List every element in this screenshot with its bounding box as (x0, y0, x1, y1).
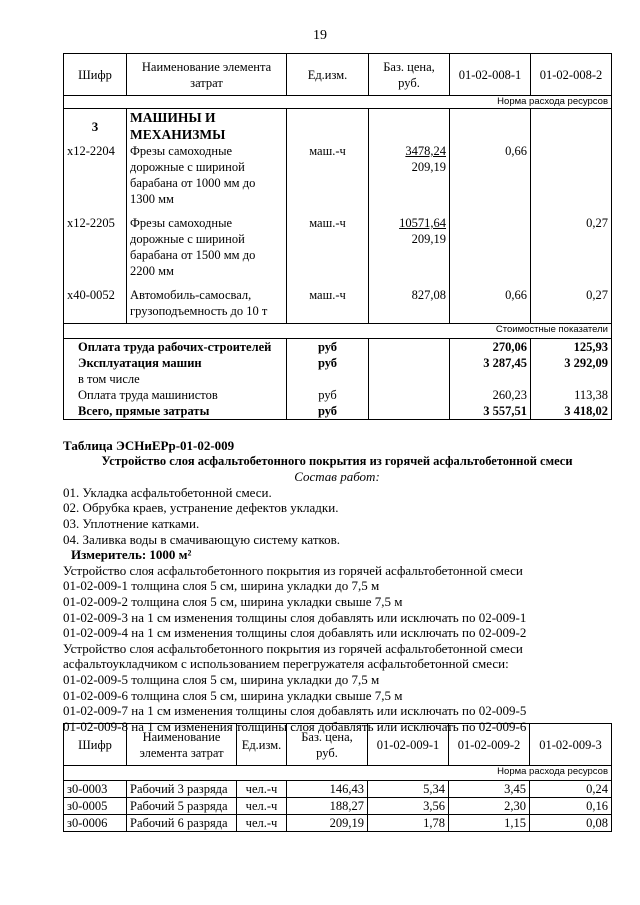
row-code: з0-0003 (64, 781, 127, 798)
cost-unit: руб (287, 355, 369, 371)
price-machine: 10571,64 (399, 216, 446, 230)
table-title: Таблица ЭСНиЕРр-01-02-009 (63, 438, 235, 453)
col-header-code: Шифр (64, 724, 127, 766)
row-norm-1: 5,34 (368, 781, 449, 798)
row-norm-2: 3,45 (449, 781, 530, 798)
row-unit: маш.-ч (287, 287, 369, 323)
resources-table-009 (63, 723, 612, 832)
table-row (64, 287, 612, 323)
row-norm-1 (450, 215, 531, 287)
cost-value-2: 3 418,02 (531, 403, 612, 420)
cost-value-1: 270,06 (450, 338, 531, 355)
row-norm-3: 0,08 (530, 815, 612, 832)
work-item: 02. Обрубка краев, устранение дефектов укладки. (63, 500, 339, 516)
cost-row (64, 355, 612, 371)
cost-row (64, 371, 612, 387)
work-item: 03. Уплотнение катками. (63, 515, 200, 531)
desc-line: 01-02-009-6 толщина слоя 5 см, ширина укладки свыше 7,5 м (63, 687, 403, 703)
row-norm-2 (531, 143, 612, 215)
table-header-row (64, 724, 612, 766)
section-code: 3 (64, 109, 127, 144)
cost-name: Всего, прямые затраты (64, 403, 287, 420)
row-code: х40-0052 (64, 287, 127, 323)
row-norm-2: 1,15 (449, 815, 530, 832)
row-price: 146,43 (287, 781, 368, 798)
desc-line: 01-02-009-4 на 1 см изменения толщины слоя добавлять или исключать по 02-009-2 (63, 625, 527, 641)
row-price (369, 215, 450, 287)
row-norm-3: 0,16 (530, 798, 612, 815)
row-price: 827,08 (369, 287, 450, 323)
col-header-unit: Ед.изм. (287, 54, 369, 96)
col-header-name: Наименование элемента затрат (127, 54, 287, 96)
cost-subheader: Стоимостные показатели (64, 323, 612, 338)
work-item: 04. Заливка воды в смачивающую систему катков. (63, 531, 341, 547)
cost-row (64, 403, 612, 420)
works-title: Состав работ: (294, 469, 380, 485)
cost-value-2: 113,38 (531, 387, 612, 403)
price-operator: 209,19 (411, 232, 446, 246)
desc-line: 01-02-009-8 на 1 см изменения толщины слоя добавлять или исключать по 02-009-6 (63, 718, 527, 734)
cost-value-1: 3 287,45 (450, 355, 531, 371)
desc-line: 01-02-009-1 толщина слоя 5 см, ширина укладки до 7,5 м (63, 578, 380, 594)
cost-value-1: 3 557,51 (450, 403, 531, 420)
row-unit: чел.-ч (237, 815, 287, 832)
resources-table-008 (63, 53, 612, 420)
col-header-price: Баз. цена, руб. (287, 724, 368, 766)
cost-value-2: 3 292,09 (531, 355, 612, 371)
table-row (64, 798, 612, 815)
cost-unit: руб (287, 387, 369, 403)
work-item: 01. Укладка асфальтобетонной смеси. (63, 484, 272, 500)
section-row (64, 109, 612, 144)
meter: Измеритель: 1000 м² (71, 547, 192, 563)
row-code: з0-0006 (64, 815, 127, 832)
row-name: Рабочий 3 разряда (127, 781, 237, 798)
col-header-norm-2: 01-02-008-2 (531, 54, 612, 96)
cost-unit: руб (287, 338, 369, 355)
desc-line: 01-02-009-2 толщина слоя 5 см, ширина укладки свыше 7,5 м (63, 593, 403, 609)
section-heading: Устройство слоя асфальтобетонного покрытия из горячей асфальтобетонной смеси (101, 453, 573, 468)
row-name: Рабочий 6 разряда (127, 815, 237, 832)
col-header-norm-1: 01-02-009-1 (368, 724, 449, 766)
row-norm-1: 1,78 (368, 815, 449, 832)
col-header-unit: Ед.изм. (237, 724, 287, 766)
row-unit: чел.-ч (237, 798, 287, 815)
row-norm-1: 0,66 (450, 287, 531, 323)
row-unit: маш.-ч (287, 215, 369, 287)
col-header-norm-3: 01-02-009-3 (530, 724, 612, 766)
row-norm-2: 0,27 (531, 215, 612, 287)
page-number: 19 (313, 28, 327, 43)
table-row (64, 815, 612, 832)
col-header-norm-1: 01-02-008-1 (450, 54, 531, 96)
row-code: х12-2205 (64, 215, 127, 287)
row-norm-1: 0,66 (450, 143, 531, 215)
row-norm-1: 3,56 (368, 798, 449, 815)
row-norm-2: 2,30 (449, 798, 530, 815)
desc-line: Устройство слоя асфальтобетонного покрытия из горячей асфальтобетонной смеси (63, 640, 523, 656)
row-name: Рабочий 5 разряда (127, 798, 237, 815)
section-title: МАШИНЫ И МЕХАНИЗМЫ (127, 109, 287, 144)
table-header-row (64, 54, 612, 96)
cost-name: Оплата труда рабочих-строителей (64, 338, 287, 355)
row-name: Фрезы самоходные дорожные с шириной барабана от 1000 мм до 1300 мм (127, 143, 287, 215)
row-unit: маш.-ч (287, 143, 369, 215)
row-unit: чел.-ч (237, 781, 287, 798)
desc-line: 01-02-009-3 на 1 см изменения толщины слоя добавлять или исключать по 02-009-1 (63, 609, 527, 625)
row-price: 209,19 (287, 815, 368, 832)
norm-subheader: Норма расхода ресурсов (64, 766, 612, 781)
row-code: з0-0005 (64, 798, 127, 815)
col-header-name: Наименование элемента затрат (127, 724, 237, 766)
row-norm-2: 0,27 (531, 287, 612, 323)
col-header-norm-2: 01-02-009-2 (449, 724, 530, 766)
cost-row (64, 387, 612, 403)
desc-line: 01-02-009-7 на 1 см изменения толщины слоя добавлять или исключать по 02-009-5 (63, 703, 527, 719)
cost-value-2: 125,93 (531, 338, 612, 355)
cost-name: в том числе (64, 371, 287, 387)
row-norm-3: 0,24 (530, 781, 612, 798)
norm-subheader-row (64, 96, 612, 109)
table-row (64, 781, 612, 798)
col-header-code: Шифр (64, 54, 127, 96)
price-machine: 3478,24 (405, 144, 446, 158)
cost-row (64, 338, 612, 355)
desc-line: 01-02-009-5 толщина слоя 5 см, ширина укладки до 7,5 м (63, 671, 380, 687)
norm-subheader-row (64, 766, 612, 781)
row-price (369, 143, 450, 215)
price-operator: 209,19 (411, 160, 446, 174)
row-name: Фрезы самоходные дорожные с шириной барабана от 1500 мм до 2200 мм (127, 215, 287, 287)
col-header-price: Баз. цена, руб. (369, 54, 450, 96)
table-row (64, 215, 612, 287)
row-price: 188,27 (287, 798, 368, 815)
desc-line: асфальтоукладчиком с использованием перегружателя асфальтобетонной смеси: (63, 656, 509, 672)
cost-name: Эксплуатация машин (64, 355, 287, 371)
desc-line: Устройство слоя асфальтобетонного покрытия из горячей асфальтобетонной смеси (63, 562, 523, 578)
row-code: х12-2204 (64, 143, 127, 215)
cost-name: Оплата труда машинистов (64, 387, 287, 403)
cost-subheader-row (64, 323, 612, 338)
row-name: Автомобиль-самосвал, грузоподъемность до 10 т (127, 287, 287, 323)
section-2-text (63, 438, 623, 734)
norm-subheader: Норма расхода ресурсов (64, 96, 612, 109)
cost-value-1: 260,23 (450, 387, 531, 403)
cost-unit: руб (287, 403, 369, 420)
table-row (64, 143, 612, 215)
